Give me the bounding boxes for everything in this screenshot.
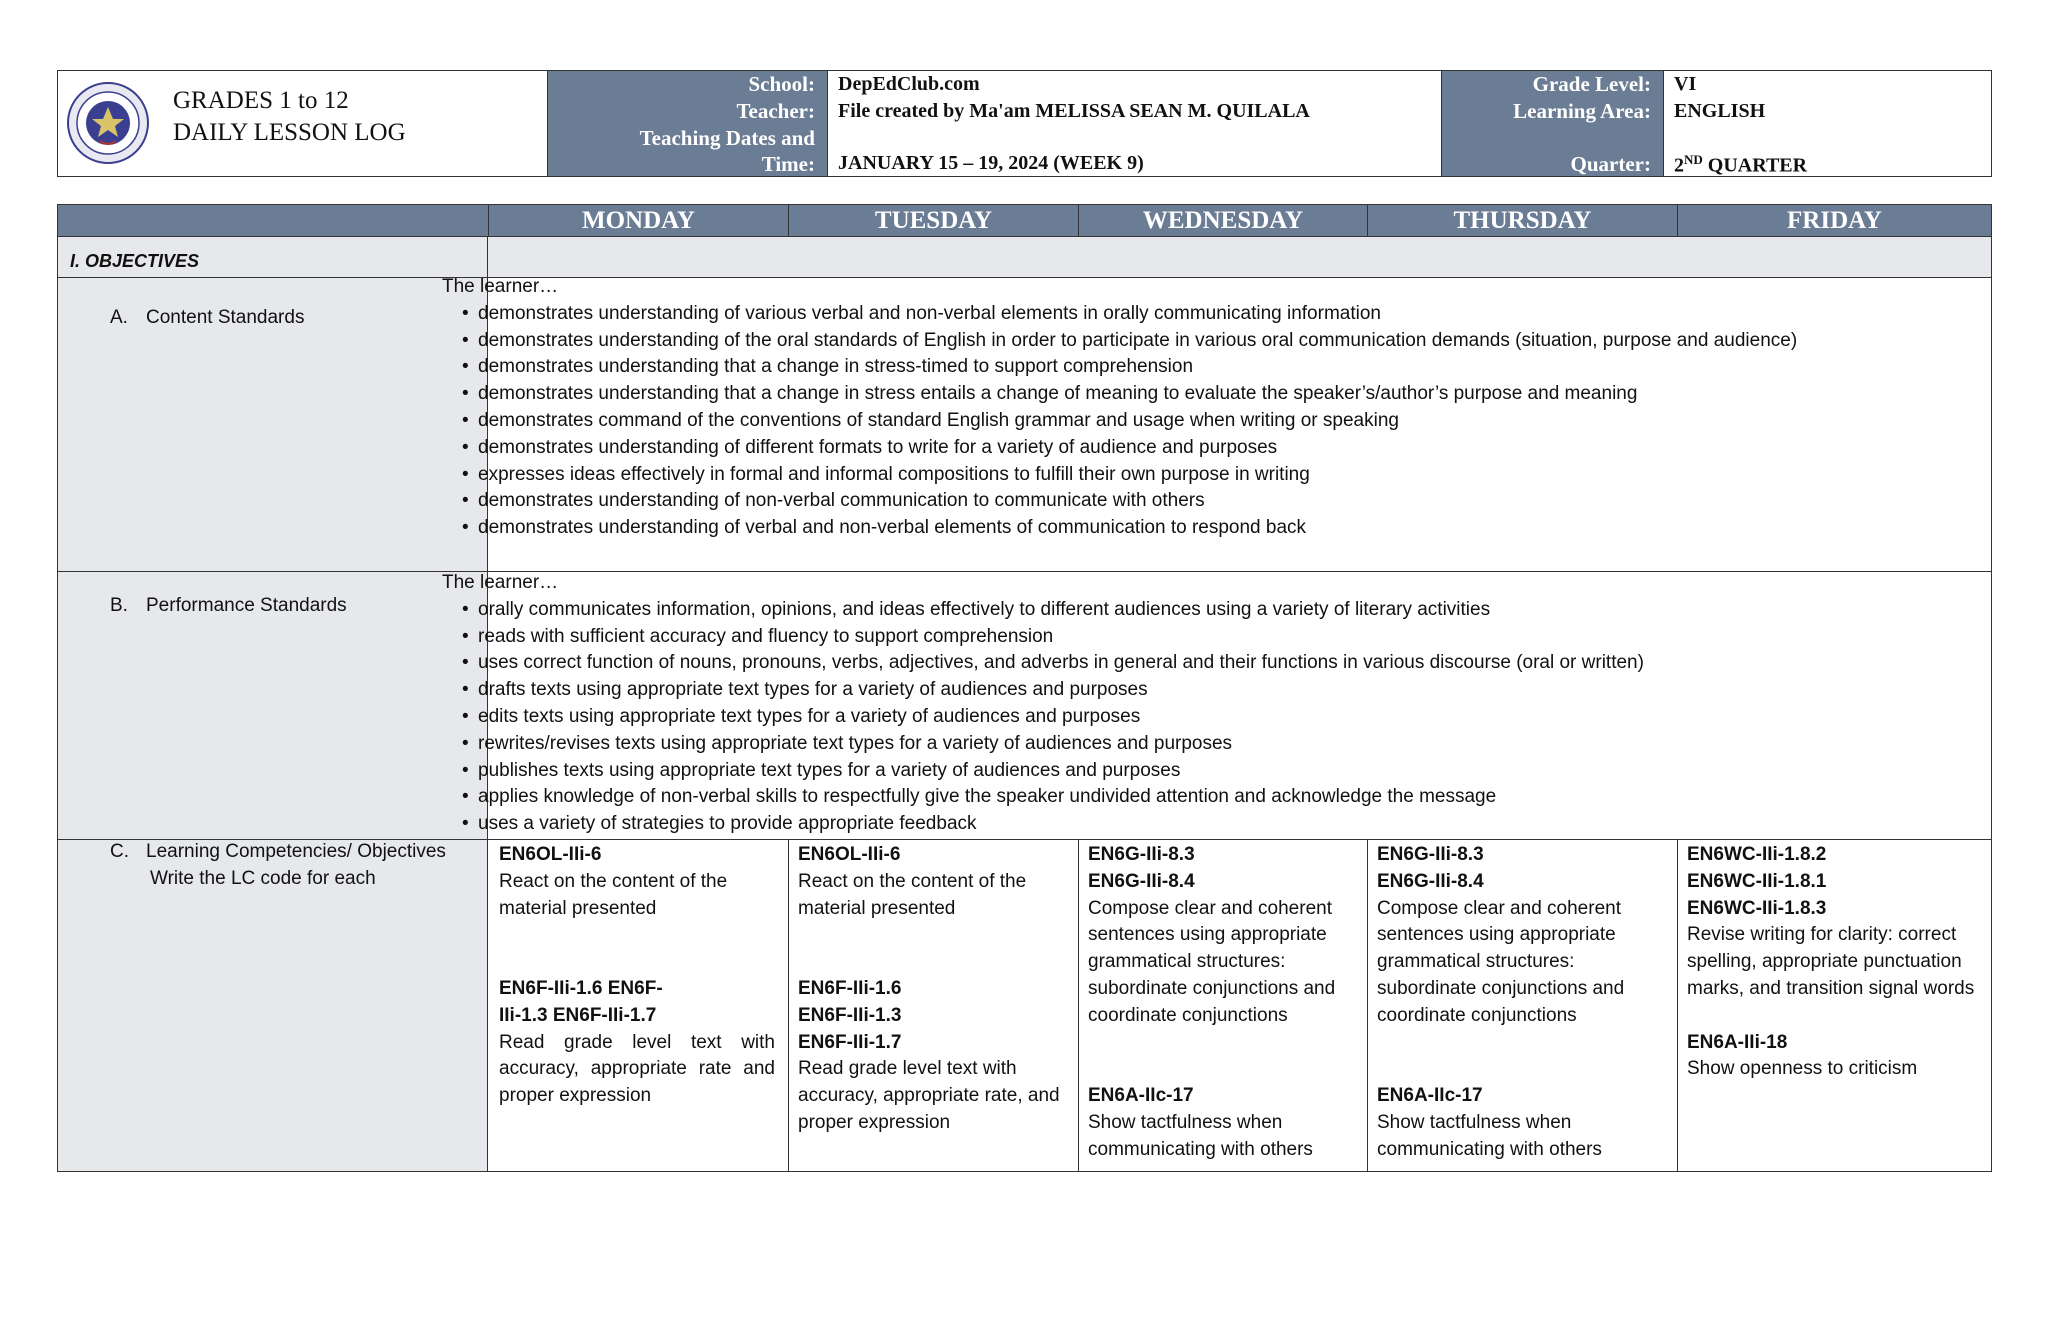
friday-text-1: Revise writing for clarity: correct spelling, appropriate punctuation marks, and transition signal words [1687, 924, 1975, 999]
grade-value: VI [1664, 71, 1991, 98]
friday-code-3: EN6WC-IIi-1.8.3 [1687, 897, 1827, 919]
thursday-text-1: Compose clear and coherent sentences using appropriate grammatical structures: subordinate conjunctions and coordinate conjunctions [1377, 897, 1625, 1026]
performance-standards-intro: The learner… [442, 572, 559, 593]
friday-code-1: EN6WC-IIi-1.8.2 [1687, 844, 1827, 865]
teacher-value: File created by Ma'am MELISSA SEAN M. QUILALA [828, 98, 1442, 125]
rule-col-wed [1078, 839, 1079, 1171]
spacer [1377, 1030, 1667, 1084]
performance-standards-letter: B. [110, 595, 128, 616]
header-row-dates [548, 125, 1991, 176]
content-standard-item: • demonstrates understanding that a change in stress-timed to support comprehension [442, 354, 1797, 381]
objectives-label: I. OBJECTIVES [70, 251, 200, 271]
performance-standard-item: • uses correct function of nouns, pronouns, verbs, adjectives, and adverbs in general and their functions in various discourse (oral or written) [442, 650, 1644, 677]
content-standard-item: • demonstrates understanding of non-verbal communication to communicate with others [442, 488, 1797, 515]
performance-standard-item: • applies knowledge of non-verbal skills to respectfully give the speaker undivided attention and acknowledge the message [442, 784, 1644, 811]
friday-code-4: EN6A-IIi-18 [1687, 1031, 1788, 1053]
performance-standard-item: • rewrites/revises texts using appropriate text types for a variety of audiences and purposes [442, 731, 1644, 758]
quarter-label-cell [1442, 125, 1664, 176]
dates-value-cell [828, 125, 1442, 176]
monday-code-2a: EN6F-IIi-1.6 EN6F- [499, 977, 663, 999]
area-value: ENGLISH [1664, 98, 1991, 125]
competency-monday [499, 842, 775, 1164]
content-standards-letter: A. [110, 307, 128, 328]
thursday-text-2: Show tactfulness when communicating with others [1377, 1111, 1602, 1160]
rule-col-tue [788, 839, 789, 1171]
tuesday-code-1: EN6OL-IIi-6 [798, 844, 901, 865]
tuesday-code-2c: EN6F-IIi-1.7 [798, 1031, 902, 1053]
quarter-suffix: ND [1684, 152, 1703, 167]
wednesday-code-1: EN6G-IIi-8.3 [1088, 844, 1195, 865]
dates-value: JANUARY 15 – 19, 2024 (WEEK 9) [838, 152, 1144, 174]
grade-label: Grade Level: [1442, 71, 1664, 98]
quarter-word: QUARTER [1707, 154, 1808, 177]
spacer [499, 922, 775, 976]
quarter-value-cell [1664, 125, 1991, 176]
lesson-log-header [57, 70, 1992, 177]
dates-label-line2: Time: [761, 152, 815, 176]
thursday-code-3: EN6A-IIc-17 [1377, 1085, 1483, 1107]
content-standard-item: • expresses ideas effectively in formal and informal compositions to fulfill their own purpose in writing [442, 462, 1797, 489]
rule-col-thu [1367, 839, 1368, 1171]
dates-label-line1: Teaching Dates and [639, 126, 815, 150]
content-standard-item: • demonstrates understanding of different formats to write for a variety of audience and purposes [442, 435, 1797, 462]
school-value: DepEdClub.com [828, 71, 1442, 98]
wednesday-code-2: EN6G-IIi-8.4 [1088, 870, 1195, 892]
day-friday: FRIDAY [1677, 205, 1991, 236]
school-label: School: [548, 71, 828, 98]
content-standard-item: • demonstrates understanding of the oral standards of English in order to participate in various oral communication demands (situation, purpose and audience) [442, 328, 1797, 355]
competency-tuesday [798, 842, 1066, 1164]
area-label: Learning Area: [1442, 98, 1664, 125]
objectives-row-fill [488, 237, 1991, 277]
spacer [1687, 1003, 1977, 1030]
content-standard-item: • demonstrates understanding that a change in stress entails a change of meaning to evaluate the speaker’s/author’s purpose and meaning [442, 381, 1797, 408]
friday-text-2: Show openness to criticism [1687, 1058, 1918, 1080]
dates-label [548, 125, 828, 176]
content-standard-item: • demonstrates understanding of various verbal and non-verbal elements in orally communicating information [442, 301, 1797, 328]
tuesday-text-2: Read grade level text with accuracy, appropriate rate, and proper expression [798, 1058, 1060, 1133]
day-monday: MONDAY [488, 205, 788, 236]
quarter-number: 2 [1674, 154, 1684, 177]
content-standards-intro: The learner… [442, 276, 559, 297]
performance-standard-item: • uses a variety of strategies to provide appropriate feedback [442, 811, 1644, 838]
title-line-1: GRADES 1 to 12 [173, 87, 349, 114]
label-column [58, 237, 488, 1171]
performance-standard-item: • drafts texts using appropriate text types for a variety of audiences and purposes [442, 677, 1644, 704]
competency-friday [1687, 842, 1977, 1164]
spacer [798, 922, 1066, 976]
thursday-code-1: EN6G-IIi-8.3 [1377, 844, 1484, 865]
wednesday-text-1: Compose clear and coherent sentences using appropriate grammatical structures: subordinate conjunctions and coordinate conjunctions [1088, 897, 1336, 1026]
quarter-label: Quarter: [1570, 152, 1651, 176]
day-tuesday: TUESDAY [788, 205, 1078, 236]
content-standards-list [442, 274, 1797, 542]
tuesday-code-2b: EN6F-IIi-1.3 [798, 1004, 902, 1026]
wednesday-code-3: EN6A-IIc-17 [1088, 1085, 1194, 1107]
day-header-row [58, 205, 1991, 237]
tuesday-code-2a: EN6F-IIi-1.6 [798, 977, 902, 999]
header-row-school [548, 71, 1991, 99]
monday-code-2b: IIi-1.3 EN6F-IIi-1.7 [499, 1004, 657, 1026]
header-row-teacher [548, 98, 1991, 126]
deped-seal-icon [66, 81, 150, 165]
content-standard-item: • demonstrates command of the conventions of standard English grammar and usage when writing or speaking [442, 408, 1797, 435]
monday-code-1: EN6OL-IIi-6 [499, 844, 602, 865]
monday-text-2: Read grade level text with accuracy, appropriate rate and proper expression [499, 1031, 775, 1107]
day-thursday: THURSDAY [1367, 205, 1677, 236]
spacer [1088, 1030, 1356, 1084]
title-line-2: DAILY LESSON LOG [173, 119, 406, 146]
rule-performance [58, 839, 1991, 840]
performance-standard-item: • reads with sufficient accuracy and fluency to support comprehension [442, 624, 1644, 651]
competency-wednesday [1088, 842, 1356, 1164]
competencies-title-line2: Write the LC code for each [150, 868, 376, 889]
performance-standard-item: • orally communicates information, opinions, and ideas effectively to different audiences using a variety of literary activities [442, 597, 1644, 624]
performance-standards-title: Performance Standards [146, 595, 347, 616]
content-standards-title: Content Standards [146, 307, 305, 328]
thursday-code-2: EN6G-IIi-8.4 [1377, 870, 1484, 892]
performance-standards-list [442, 570, 1644, 838]
wednesday-text-2: Show tactfulness when communicating with others [1088, 1111, 1313, 1160]
competencies-letter: C. [110, 841, 129, 862]
rule-col-fri [1677, 839, 1678, 1171]
day-wednesday: WEDNESDAY [1078, 205, 1367, 236]
competencies-title-line1: Learning Competencies/ Objectives [146, 841, 446, 862]
teacher-label: Teacher: [548, 98, 828, 125]
friday-code-2: EN6WC-IIi-1.8.1 [1687, 870, 1827, 892]
competency-thursday [1377, 842, 1667, 1164]
quarter-value [1674, 152, 1807, 178]
content-standard-item: • demonstrates understanding of verbal and non-verbal elements of communication to respond back [442, 515, 1797, 542]
brand-block [58, 71, 548, 176]
performance-standard-item: • publishes texts using appropriate text types for a variety of audiences and purposes [442, 758, 1644, 785]
tuesday-text-1: React on the content of the material presented [798, 870, 1027, 919]
performance-standard-item: • edits texts using appropriate text types for a variety of audiences and purposes [442, 704, 1644, 731]
monday-text-1: React on the content of the material presented [499, 870, 728, 919]
